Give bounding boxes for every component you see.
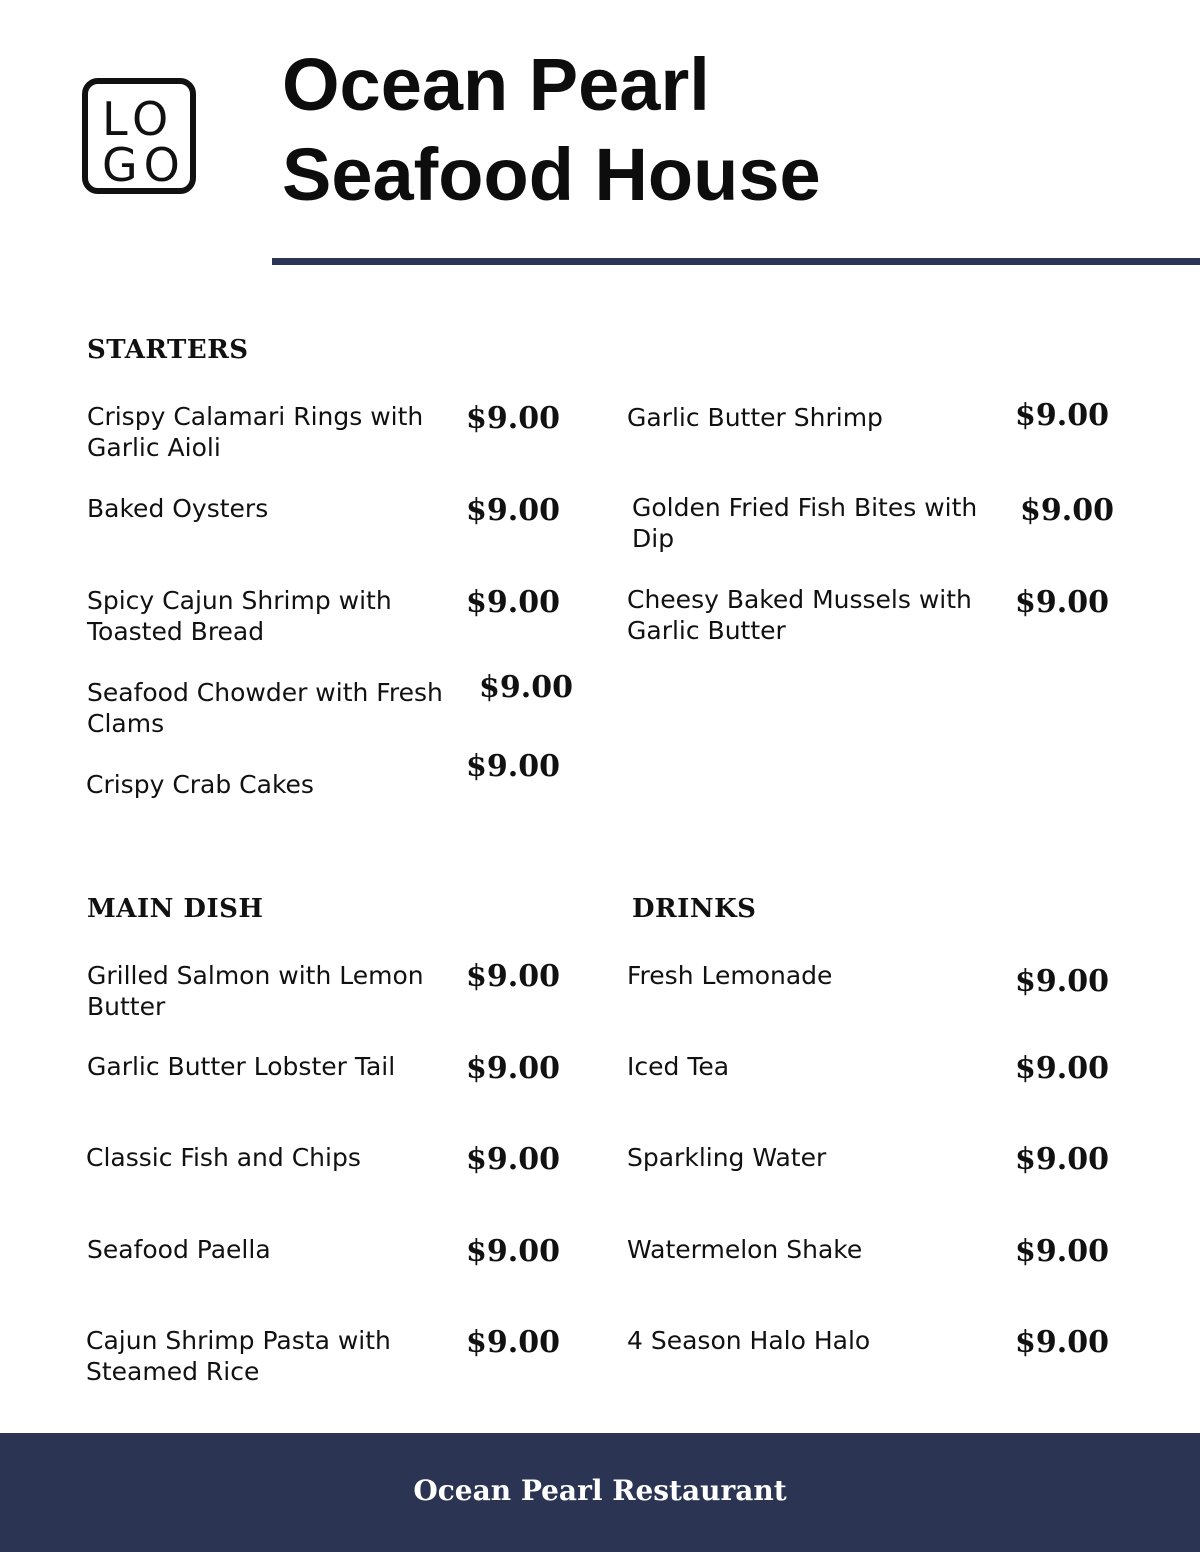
menu-item-price: $9.00 — [1015, 964, 1109, 999]
title-line-2: Seafood House — [282, 133, 821, 216]
menu-item-price: $9.00 — [466, 959, 560, 994]
drinks-heading: DRINKS — [632, 894, 757, 924]
menu-item-price: $9.00 — [466, 401, 560, 436]
footer-bar — [0, 1433, 1200, 1552]
menu-item-price: $9.00 — [466, 1234, 560, 1269]
menu-item-price: $9.00 — [466, 1325, 560, 1360]
header-divider — [272, 258, 1200, 265]
footer-text: Ocean Pearl Restaurant — [413, 1474, 787, 1507]
menu-item-name: Garlic Butter Lobster Tail — [87, 1052, 396, 1081]
main-dish-heading: MAIN DISH — [87, 894, 264, 924]
menu-item-price: $9.00 — [1015, 1142, 1109, 1177]
menu-item-price: $9.00 — [466, 493, 560, 528]
menu-item-price: $9.00 — [466, 749, 560, 784]
menu-item-name: Watermelon Shake — [627, 1235, 863, 1264]
menu-item-name: Cheesy Baked Mussels with Garlic Butter — [627, 585, 972, 645]
menu-item-price: $9.00 — [466, 1051, 560, 1086]
menu-item-price: $9.00 — [1020, 493, 1114, 528]
menu-item-name: Seafood Paella — [87, 1235, 271, 1264]
menu-item-price: $9.00 — [479, 670, 573, 705]
menu-item-price: $9.00 — [1015, 585, 1109, 620]
menu-item-name: 4 Season Halo Halo — [627, 1326, 871, 1355]
menu-item-name: Crispy Calamari Rings with Garlic Aioli — [87, 402, 424, 462]
restaurant-title — [282, 40, 821, 220]
menu-item-price: $9.00 — [1015, 1325, 1109, 1360]
menu-item-price: $9.00 — [1015, 1234, 1109, 1269]
menu-item-price: $9.00 — [466, 585, 560, 620]
menu-item-name: Spicy Cajun Shrimp with Toasted Bread — [87, 586, 392, 646]
menu-item-price: $9.00 — [1015, 398, 1109, 433]
menu-item-name: Classic Fish and Chips — [86, 1143, 361, 1172]
logo-text-top: LO — [102, 92, 175, 146]
menu-item-price: $9.00 — [1015, 1051, 1109, 1086]
menu-item-name: Baked Oysters — [87, 494, 269, 523]
menu-item-name: Garlic Butter Shrimp — [627, 403, 883, 432]
menu-item-name: Iced Tea — [627, 1052, 730, 1081]
menu-item-name: Fresh Lemonade — [627, 961, 833, 990]
starters-heading: STARTERS — [87, 335, 249, 365]
menu-item-name: Seafood Chowder with Fresh Clams — [87, 678, 443, 738]
menu-item-name: Cajun Shrimp Pasta with Steamed Rice — [86, 1326, 391, 1386]
menu-item-name: Golden Fried Fish Bites with Dip — [632, 493, 978, 553]
menu-item-name: Crispy Crab Cakes — [86, 770, 314, 799]
menu-item-name: Sparkling Water — [627, 1143, 827, 1172]
title-line-1: Ocean Pearl — [282, 43, 710, 126]
logo — [82, 78, 196, 194]
logo-text-bottom: GO — [102, 138, 186, 192]
menu-item-price: $9.00 — [466, 1142, 560, 1177]
menu-item-name: Grilled Salmon with Lemon Butter — [87, 961, 424, 1021]
